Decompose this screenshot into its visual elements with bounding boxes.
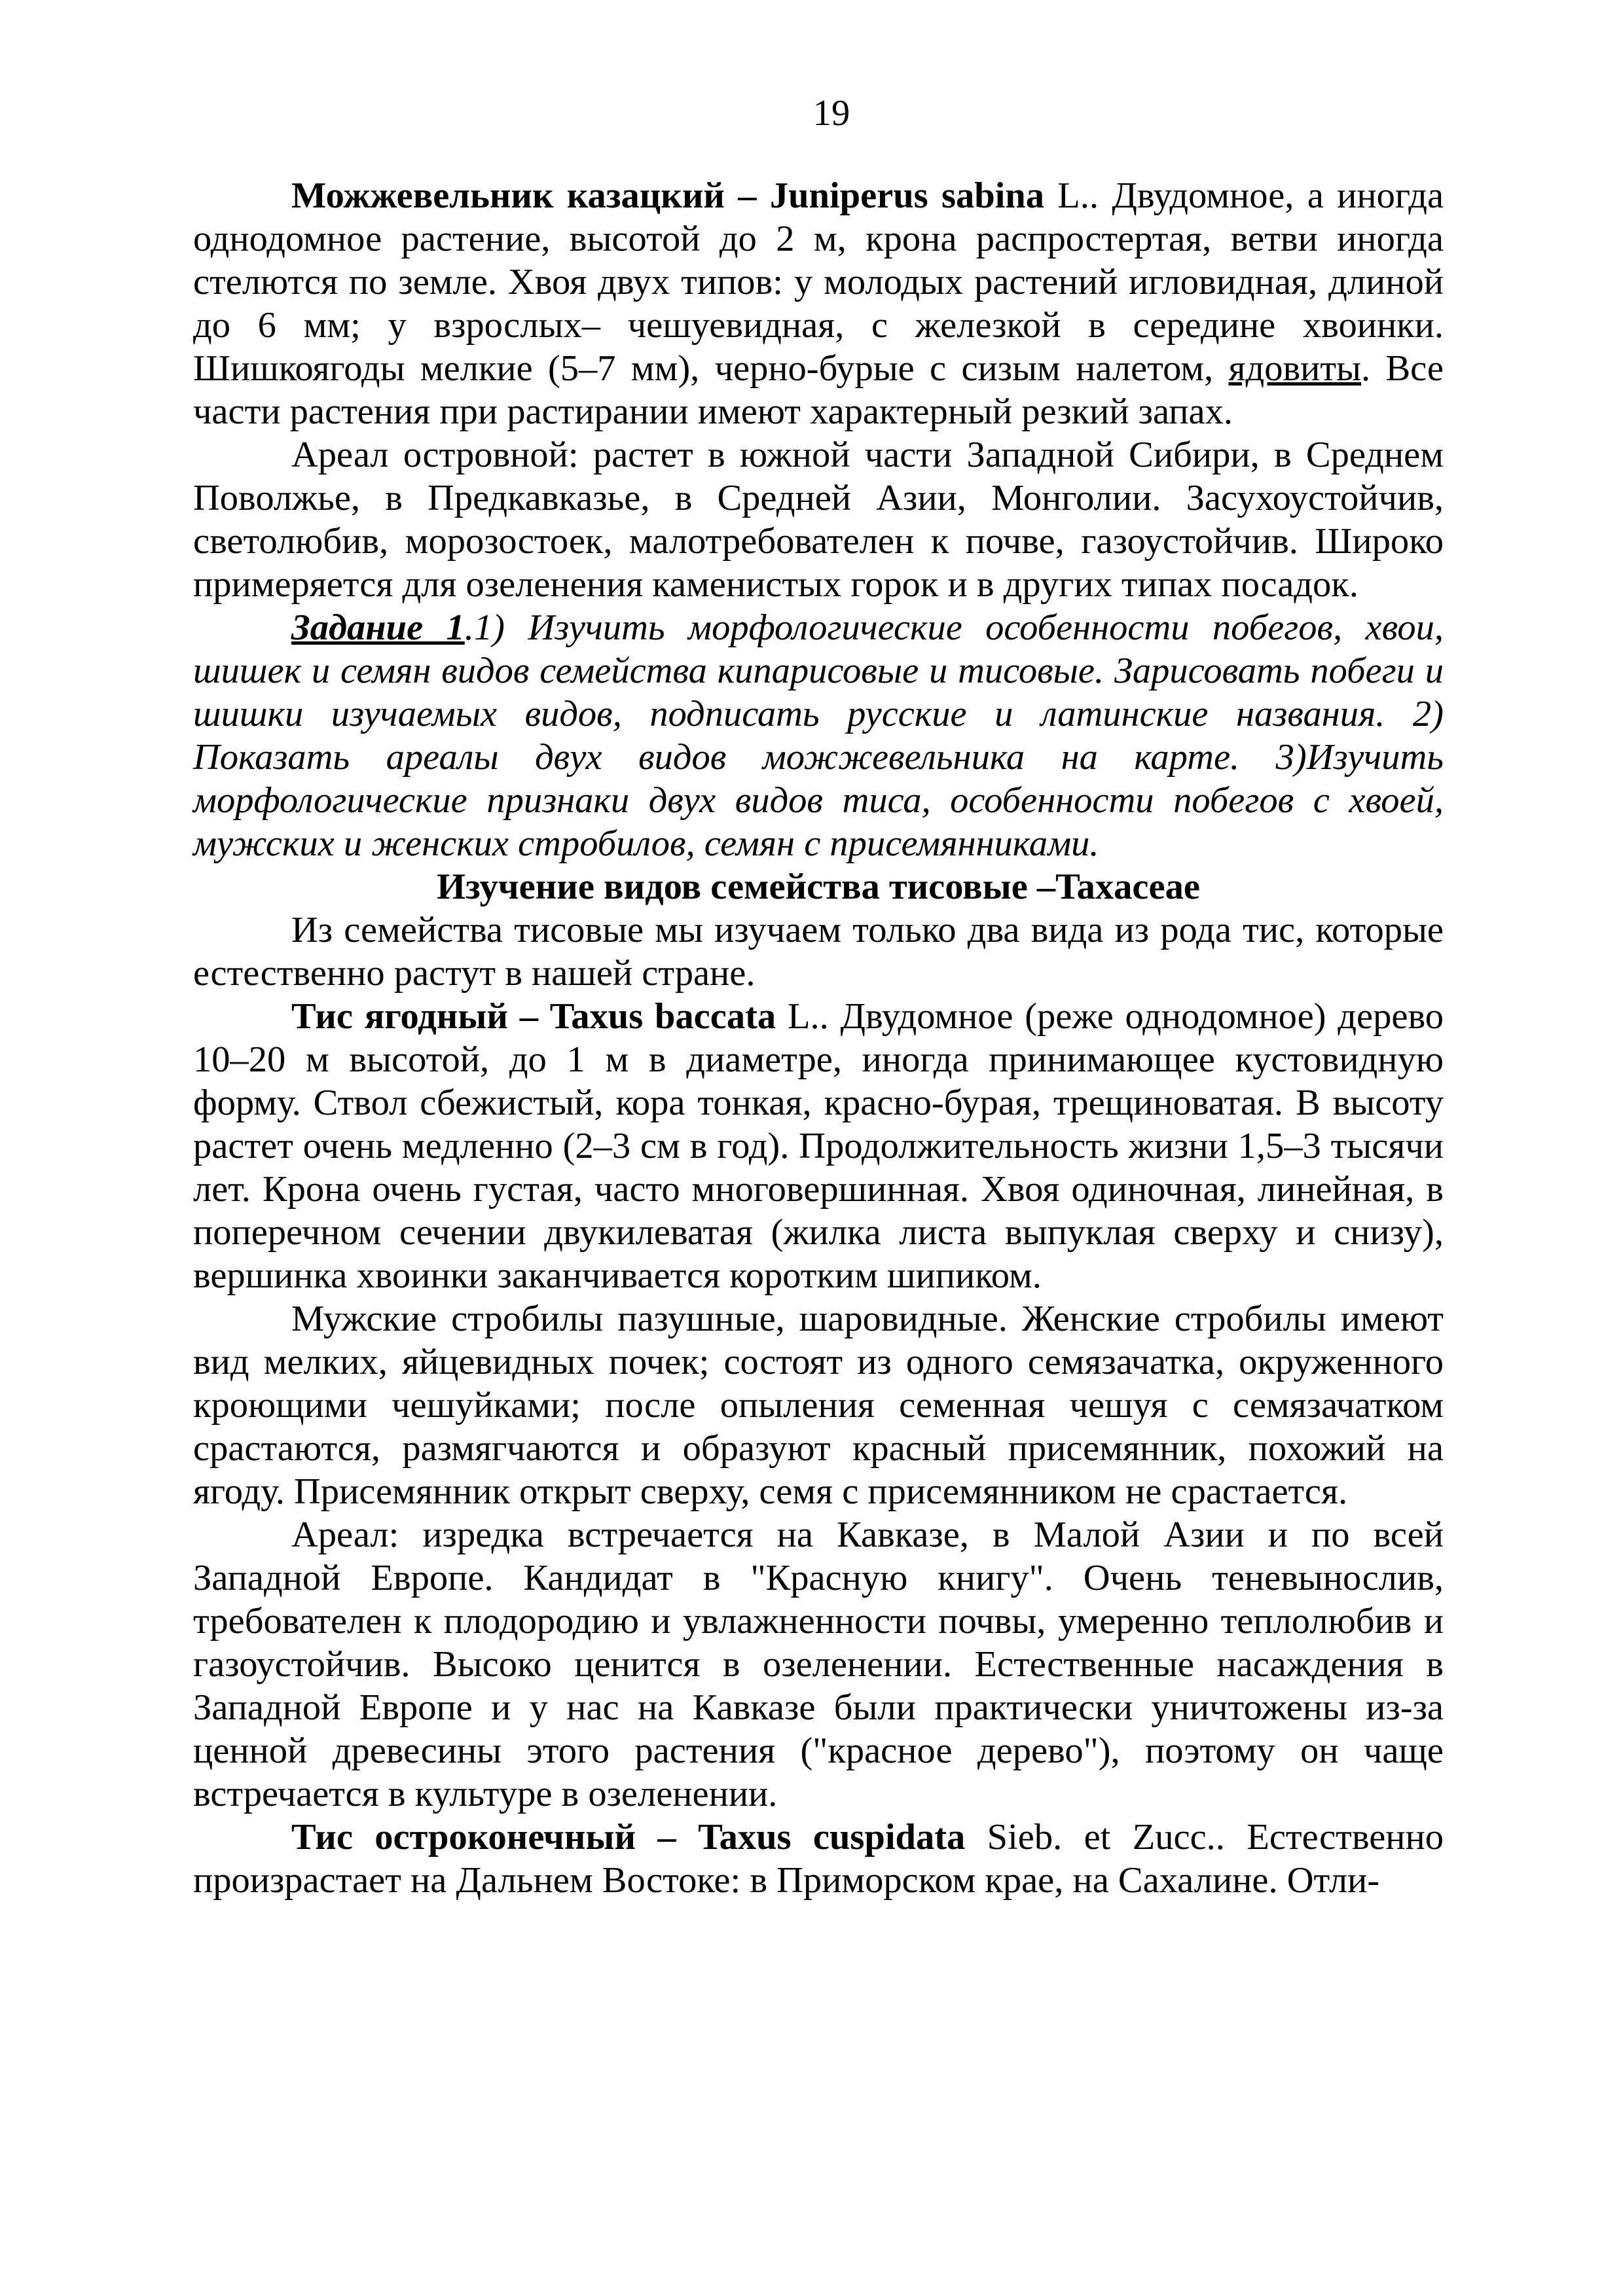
paragraph-juniper-range: Ареал островной: растет в южной части Западной Сибири, в Среднем Поволжье, в Предкавказье, в Средней Азии, Монголии. Засухоустойчив, светолюбив, морозостоек, малотребователен к почве, газоустойчив. Широко примеряется для озеленения каменистых горок и в других типах посадок. [193, 435, 1444, 605]
juniper-name-latin: Juniperus sabina [769, 175, 1044, 216]
cuspidata-text: Естественно произрастает на Дальнем Востоке: в Приморском крае, на Сахалине. Отли- [193, 1817, 1444, 1901]
paragraph-cuspidata-description [193, 1816, 1444, 1902]
cuspidata-dash: – [636, 1817, 699, 1857]
page-number: 19 [812, 93, 850, 134]
juniper-text-part2: . Все части растения при растирании имеют характерный резкий запах. [193, 348, 1444, 432]
yew-name-latin: Taxus baccata [549, 996, 776, 1037]
yew-dash: – [507, 996, 550, 1037]
paragraph-taxaceae-intro: Из семейства тисовые мы изучаем только два вида из рода тис, которые естественно растут в нашей стране. [193, 910, 1444, 994]
juniper-name-ru: Можжевельник казацкий [291, 175, 725, 216]
cuspidata-name-ru: Тис остроконечный [291, 1817, 636, 1857]
task-text: .1) Изучить морфологические особенности побегов, хвои, шишек и семян видов семейства кипарисовые и тисовые. Зарисовать побеги и шишки изучаемых видов, подписать русские и латинские названия. 2) Показать ареалы двух видов можжевельника на карте. 3)Изучить морфологические признаки двух видов тиса, особенности побегов с хвоей, мужских и женских стробилов, семян с присемянниками. [193, 607, 1444, 864]
juniper-dash: – [724, 175, 770, 216]
yew-text: Двудомное (реже однодомное) дерево 10–20 м высотой, до 1 м в диаметре, иногда принимающее кустовидную форму. Ствол сбежистый, кора тонкая, красно-бурая, трещиноватая. В высоту растет очень медленно (2–3 см в год). Продолжительность жизни 1,5–3 тысячи лет. Крона очень густая, часто многовершинная. Хвоя одиночная, линейная, в поперечном сечении двукилеватая (жилка листа выпуклая сверху и снизу), вершинка хвоинки заканчивается коротким шипиком. [193, 996, 1444, 1296]
section-heading-taxaceae: Изучение видов семейства тисовые –Taxaceae [437, 867, 1200, 907]
yew-author: L.. [776, 996, 829, 1037]
paragraph-task [193, 606, 1444, 865]
task-label: Задание 1 [291, 607, 465, 648]
cuspidata-author: Sieb. et Zucc.. [965, 1817, 1225, 1857]
paragraph-yew-range: Ареал: изредка встречается на Кавказе, в Малой Азии и по всей Западной Европе. Кандидат в "Красную книгу". Очень теневынослив, требователен к плодородию и увлажненности почвы, умеренно теплолюбив и газоустойчив. Высоко ценится в озеленении. Естественные насаждения в Западной Европе и у нас на Кавказе были практически уничтожены из-за ценной древесины этого растения ("красное дерево"), поэтому он чаще встречается в культуре в озеленении. [193, 1515, 1444, 1814]
paragraph-yew-strobili: Мужские стробилы пазушные, шаровидные. Женские стробилы имеют вид мелких, яйцевидных почек; состоят из одного семязачатка, окруженного кроющими чешуйками; после опыления семенная чешуя с семязачатком срастаются, размягчаются и образуют красный присемянник, похожий на ягоду. Присемянник открыт сверху, семя с присемянником не срастается. [193, 1299, 1444, 1512]
juniper-text-part1: Двудомное, а иногда однодомное растение, высотой до 2 м, крона распростертая, ветви иногда стелются по земле. Хвоя двух типов: у молодых растений игловидная, длиной до 6 мм; у взрослых– чешуевидная, с железкой в середине хвоинки. Шишкоягоды мелкие (5–7 мм), черно-бурые с сизым налетом, [193, 175, 1444, 389]
cuspidata-name-latin: Taxus cuspidata [698, 1817, 966, 1857]
yew-name-ru: Тис ягодный [291, 996, 508, 1037]
juniper-toxic-word: ядовиты [1228, 348, 1362, 389]
paragraph-juniper-description [193, 174, 1444, 433]
document-page [193, 92, 1444, 1902]
paragraph-yew-description [193, 995, 1444, 1297]
juniper-author: L.. [1044, 175, 1099, 216]
